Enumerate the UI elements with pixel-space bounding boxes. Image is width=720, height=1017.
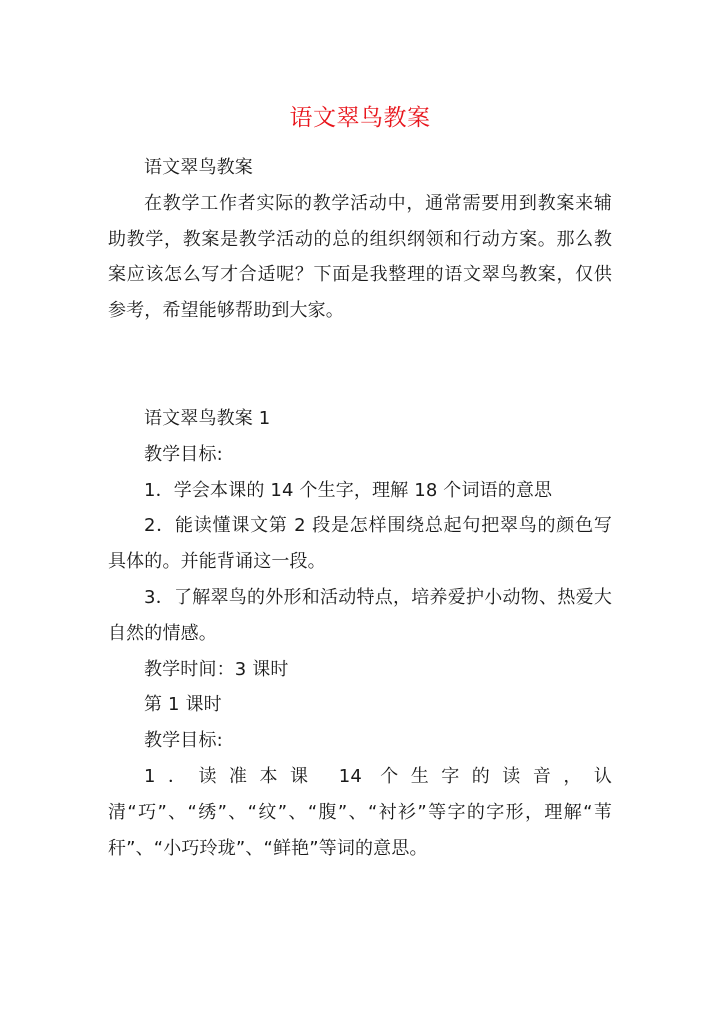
goals-label: 教学目标: xyxy=(144,443,223,465)
section-spacer xyxy=(108,329,612,401)
teaching-time: 教学时间：3 课时 xyxy=(144,658,289,680)
intro-heading: 语文翠鸟教案 xyxy=(144,157,253,178)
document-body xyxy=(108,150,612,866)
document-title: 语文翠鸟教案 xyxy=(289,105,431,131)
lesson-goals-label: 教学目标: xyxy=(144,730,223,752)
goal-item-3: 3．了解翠鸟的外形和活动特点，培养爱护小动物、热爱大自然的情感。 xyxy=(108,586,612,644)
section-heading: 语文翠鸟教案 1 xyxy=(144,407,271,429)
intro-paragraph: 在教学工作者实际的教学活动中，通常需要用到教案来辅助教学，教案是教学活动的总的组织纲领和行动方案。那么教案应该怎么写才合适呢？下面是我整理的语文翠鸟教案，仅供参考，希望能够帮助到大家。 xyxy=(108,192,612,322)
lesson-goal-item-1: 1．读准本课 14 个生字的读音，认清“巧”、“绣”、“纹”、“腹”、“衬衫”等字的字形，理解“苇秆”、“小巧玲珑”、“鲜艳”等词的意思。 xyxy=(108,765,612,859)
goal-item-1: 1．学会本课的 14 个生字，理解 18 个词语的意思 xyxy=(144,479,553,501)
lesson-heading: 第 1 课时 xyxy=(144,694,222,716)
goal-item-2: 2．能读懂课文第 2 段是怎样围绕总起句把翠鸟的颜色写具体的。并能背诵这一段。 xyxy=(108,515,612,573)
